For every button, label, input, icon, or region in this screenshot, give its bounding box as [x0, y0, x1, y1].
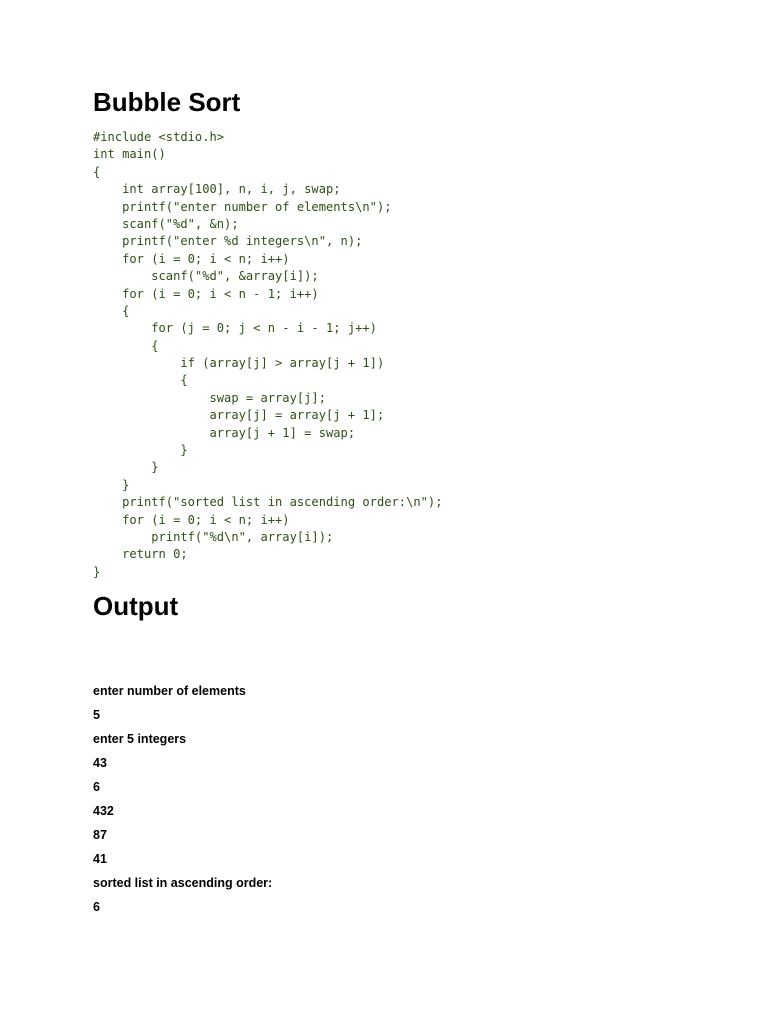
code-line: int main() [93, 147, 166, 162]
code-line: if (array[j] > array[j + 1]) [93, 356, 385, 371]
code-line: printf("sorted list in ascending order:\n"); [93, 495, 443, 510]
code-line: { [93, 373, 188, 388]
code-line: } [93, 564, 101, 579]
output-line: 432 [93, 804, 114, 818]
code-line: array[j + 1] = swap; [93, 425, 356, 440]
output-heading: Output [93, 591, 179, 621]
code-line: } [93, 477, 130, 492]
code-line: for (i = 0; i < n - 1; i++) [93, 286, 319, 301]
output-line: sorted list in ascending order: [93, 876, 273, 890]
code-line: printf("enter %d integers\n", n); [93, 234, 363, 249]
code-line: scanf("%d", &array[i]); [93, 269, 319, 284]
code-line: { [93, 303, 130, 318]
code-line: #include <stdio.h> [93, 130, 225, 144]
code-line: for (i = 0; i < n; i++) [93, 512, 290, 527]
code-line: } [93, 443, 188, 458]
document-page [93, 0, 733, 1024]
output-line: enter number of elements [93, 684, 246, 698]
code-line: { [93, 164, 101, 179]
output-line: 5 [93, 708, 100, 722]
output-list [93, 682, 272, 922]
code-line: swap = array[j]; [93, 390, 326, 405]
code-line: printf("%d\n", array[i]); [93, 529, 334, 544]
output-line: 43 [93, 756, 107, 770]
output-line: enter 5 integers [93, 732, 187, 746]
code-line: } [93, 460, 159, 475]
code-line: int array[100], n, i, j, swap; [93, 182, 341, 197]
output-line: 6 [93, 780, 100, 794]
code-block [93, 129, 443, 581]
code-line: for (i = 0; i < n; i++) [93, 251, 290, 266]
output-line: 87 [93, 828, 107, 842]
output-line: 41 [93, 852, 107, 866]
code-line: { [93, 338, 159, 353]
output-line: 6 [93, 900, 100, 914]
code-line: scanf("%d", &n); [93, 216, 239, 231]
page-title: Bubble Sort [93, 87, 241, 117]
code-line: printf("enter number of elements\n"); [93, 199, 392, 214]
code-line: return 0; [93, 547, 188, 562]
code-line: array[j] = array[j + 1]; [93, 408, 385, 423]
code-line: for (j = 0; j < n - i - 1; j++) [93, 321, 377, 336]
